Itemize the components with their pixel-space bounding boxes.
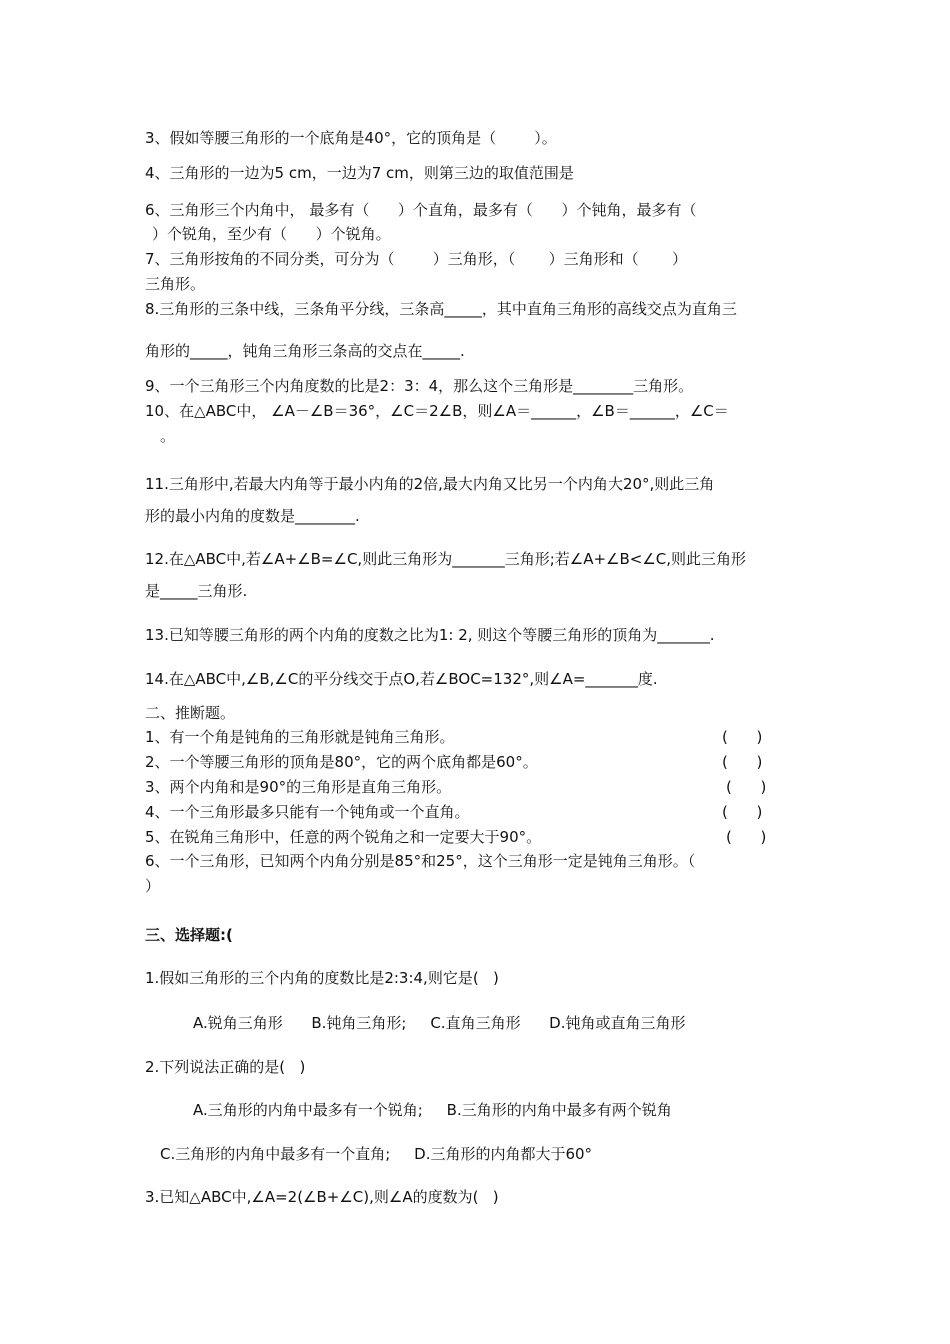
question-13: 13.已知等腰三角形的两个内角的度数之比为1: 2, 则这个等腰三角形的顶角为_______. bbox=[145, 626, 715, 644]
choice-question-3: 3.已知△ABC中,∠A=2(∠B+∠C),则∠A的度数为( ) bbox=[145, 1188, 499, 1206]
choice-question-1: 1.假如三角形的三个内角的度数比是2:3:4,则它是( ) bbox=[145, 969, 499, 987]
judge-item-2: 2、一个等腰三角形的顶角是80°，它的两个底角都是60°。 bbox=[145, 753, 538, 771]
question-12-line-1: 12.在△ABC中,若∠A+∠B=∠C,则此三角形为_______三角形;若∠A+∠B<∠C,则此三角形 bbox=[145, 550, 747, 568]
question-12-line-2: 是_____三角形. bbox=[145, 582, 248, 600]
choice-question-2-options-line-1: A.三角形的内角中最多有一个锐角; B.三角形的内角中最多有两个锐角 bbox=[193, 1101, 672, 1119]
judge-item-4-answer-parens: ( ) bbox=[722, 803, 763, 821]
question-3: 3、假如等腰三角形的一个底角是40°，它的顶角是（ ）。 bbox=[145, 129, 557, 147]
question-11-line-1: 11.三角形中,若最大内角等于最小内角的2倍,最大内角又比另一个内角大20°,则此三角 bbox=[145, 475, 715, 493]
judge-item-3: 3、两个内角和是90°的三角形是直角三角形。 bbox=[145, 778, 452, 796]
choice-question-2: 2.下列说法正确的是( ) bbox=[145, 1058, 306, 1076]
section-judge-heading: 二、推断题。 bbox=[145, 704, 236, 722]
question-14: 14.在△ABC中,∠B,∠C的平分线交于点O,若∠BOC=132°,则∠A=_______度. bbox=[145, 670, 658, 688]
judge-item-4: 4、一个三角形最多只能有一个钝角或一个直角。 bbox=[145, 803, 470, 821]
judge-item-3-answer-parens: ( ) bbox=[726, 778, 767, 796]
question-4: 4、三角形的一边为5 cm，一边为7 cm，则第三边的取值范围是 bbox=[145, 164, 574, 182]
choice-question-2-options-line-2: C.三角形的内角中最多有一个直角; D.三角形的内角都大于60° bbox=[160, 1145, 593, 1163]
question-6-line-1: 6、三角形三个内角中， 最多有（ ）个直角，最多有（ ）个钝角，最多有（ bbox=[145, 201, 697, 219]
question-10-line-1: 10、在△ABC中， ∠A－∠B＝36°，∠C＝2∠B，则∠A＝______，∠B＝______，∠C＝ bbox=[145, 402, 729, 420]
judge-item-1: 1、有一个角是钝角的三角形就是钝角三角形。 bbox=[145, 728, 455, 746]
question-8-line-2: 角形的_____，钝角三角形三条高的交点在_____. bbox=[145, 342, 465, 360]
choice-question-1-options: A.锐角三角形 B.钝角三角形; C.直角三角形 D.钝角或直角三角形 bbox=[193, 1014, 686, 1032]
judge-item-5-answer-parens: ( ) bbox=[726, 828, 767, 846]
judge-item-5: 5、在锐角三角形中，任意的两个锐角之和一定要大于90°。 bbox=[145, 828, 542, 846]
judge-item-2-answer-parens: ( ) bbox=[722, 753, 763, 771]
judge-item-1-answer-parens: ( ) bbox=[722, 728, 763, 746]
question-6-line-2: ）个锐角，至少有（ ）个锐角。 bbox=[152, 225, 391, 243]
question-10-line-2: 。 bbox=[160, 427, 176, 445]
section-choice-heading: 三、选择题:( bbox=[145, 926, 233, 944]
question-7-line-2: 三角形。 bbox=[145, 275, 206, 293]
question-7-line-1: 7、三角形按角的不同分类，可分为（ ）三角形，（ ）三角形和（ ） bbox=[145, 250, 687, 268]
question-11-line-2: 形的最小内角的度数是________. bbox=[145, 507, 360, 525]
question-9: 9、一个三角形三个内角度数的比是2：3：4，那么这个三角形是________三角形。 bbox=[145, 377, 694, 395]
judge-item-6-line-1: 6、一个三角形，已知两个内角分别是85°和25°，这个三角形一定是钝角三角形。（ bbox=[145, 852, 696, 870]
judge-item-6-line-2: ） bbox=[145, 877, 161, 895]
question-8-line-1: 8.三角形的三条中线，三条角平分线，三条高_____，其中直角三角形的高线交点为直角三 bbox=[145, 300, 737, 318]
